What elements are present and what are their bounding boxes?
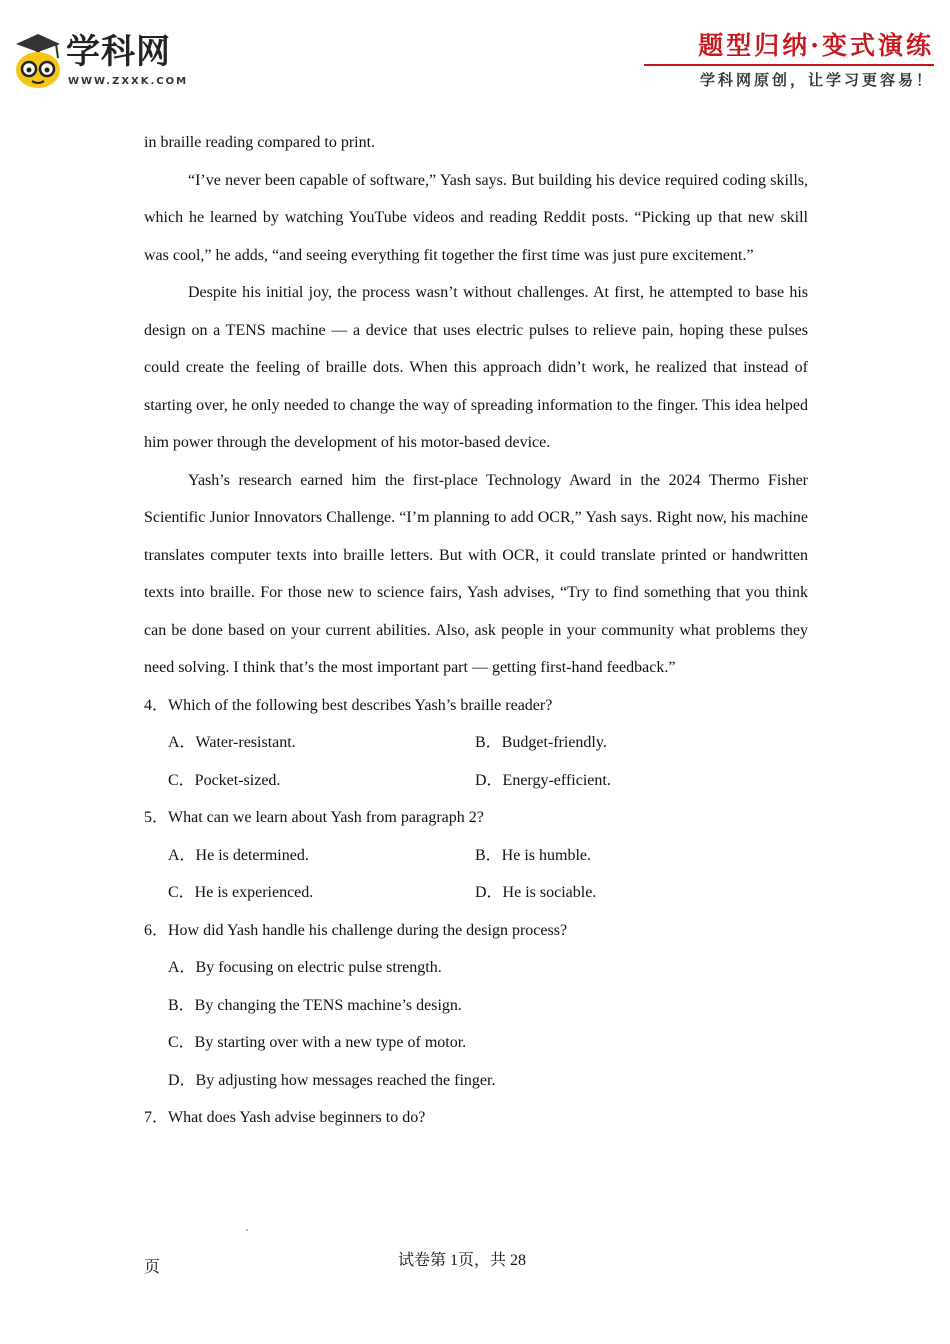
option-4a[interactable]: A．Water-resistant. [168,734,296,751]
option-5d[interactable]: D．He is sociable. [475,884,597,901]
question-4-options [144,724,808,799]
footer-page-number: 试卷第 1页，共 28 [398,1252,527,1269]
passage-paragraph-0: in braille reading compared to print. [144,134,376,151]
option-4d[interactable]: D．Energy-efficient. [475,771,611,789]
question-7-stem: 7．What does Yash advise beginners to do? [144,1109,426,1126]
page-header [0,0,950,110]
option-6c[interactable]: C．By starting over with a new type of motor. [168,1034,467,1051]
question-5-options [144,837,808,912]
slogan-title: 题型归纳·变式演练 [698,31,934,60]
question-5-stem: 5．What can we learn about Yash from paragraph 2? [144,809,484,826]
footer-page-fragment: 页 [144,1259,161,1276]
logo-url: WWW.ZXXK.COM [68,76,189,87]
question-4-stem: 4．Which of the following best describes Yash’s braille reader? [144,696,553,714]
passage-paragraph-1: “I’ve never been capable of software,” Yash says. But building his device required coding skills, which he learned by watching YouTube videos and reading Reddit posts. “Picking up that new skill was cool,” he adds, “and seeing everything fit together the first time was just pure excitement.” [144,171,808,264]
passage-paragraph-2: Despite his initial joy, the process wasn’t without challenges. At first, he attempted to base his design on a TENS machine — a device that uses electric pulses to relieve pain, hoping these pulses could create the feeling of braille dots. When this approach didn’t work, he realized that instead of starting over, he only needed to change the way of spreading information to the finger. This idea helped him power through the development of his motor-based device. [144,284,808,451]
option-5b[interactable]: B．He is humble. [475,846,591,864]
option-4b[interactable]: B．Budget-friendly. [475,734,607,751]
graduate-owl-icon [12,30,64,90]
option-6a[interactable]: A．By focusing on electric pulse strength. [168,959,442,976]
header-slogan [644,30,934,90]
option-6d[interactable]: D．By adjusting how messages reached the finger. [168,1071,496,1089]
question-6-stem: 6．How did Yash handle his challenge during the design process? [144,921,568,939]
zxxk-logo[interactable] [12,30,202,94]
option-6b[interactable]: B．By changing the TENS machine’s design. [168,996,462,1014]
question-6 [144,912,808,1100]
question-5 [144,799,808,912]
option-4c[interactable]: C．Pocket-sized. [168,771,281,789]
scan-speck [246,1229,248,1231]
option-5c[interactable]: C．He is experienced. [168,884,314,901]
passage-paragraph-3: Yash’s research earned him the first-place Technology Award in the 2024 Thermo Fisher Scientific Junior Innovators Challenge. “I’m planning to add OCR,” Yash says. Right now, his machine translates computer texts into braille letters. But with OCR, it could translate printed or handwritten texts into braille. For those new to science fairs, Yash advises, “Try to find something that you think can be done based on your current abilities. Also, ask people in your community what problems they need solving. I think that’s the most important part — getting first-hand feedback.” [144,471,808,676]
document-body [144,124,808,1137]
option-5a[interactable]: A．He is determined. [168,846,309,864]
question-7 [144,1099,808,1137]
slogan-subtitle: 学科网原创，让学习更容易！ [699,71,934,89]
slogan-divider [644,64,934,66]
question-6-options [144,949,808,1099]
question-4 [144,687,808,800]
logo-name: 学科网 [66,32,171,72]
